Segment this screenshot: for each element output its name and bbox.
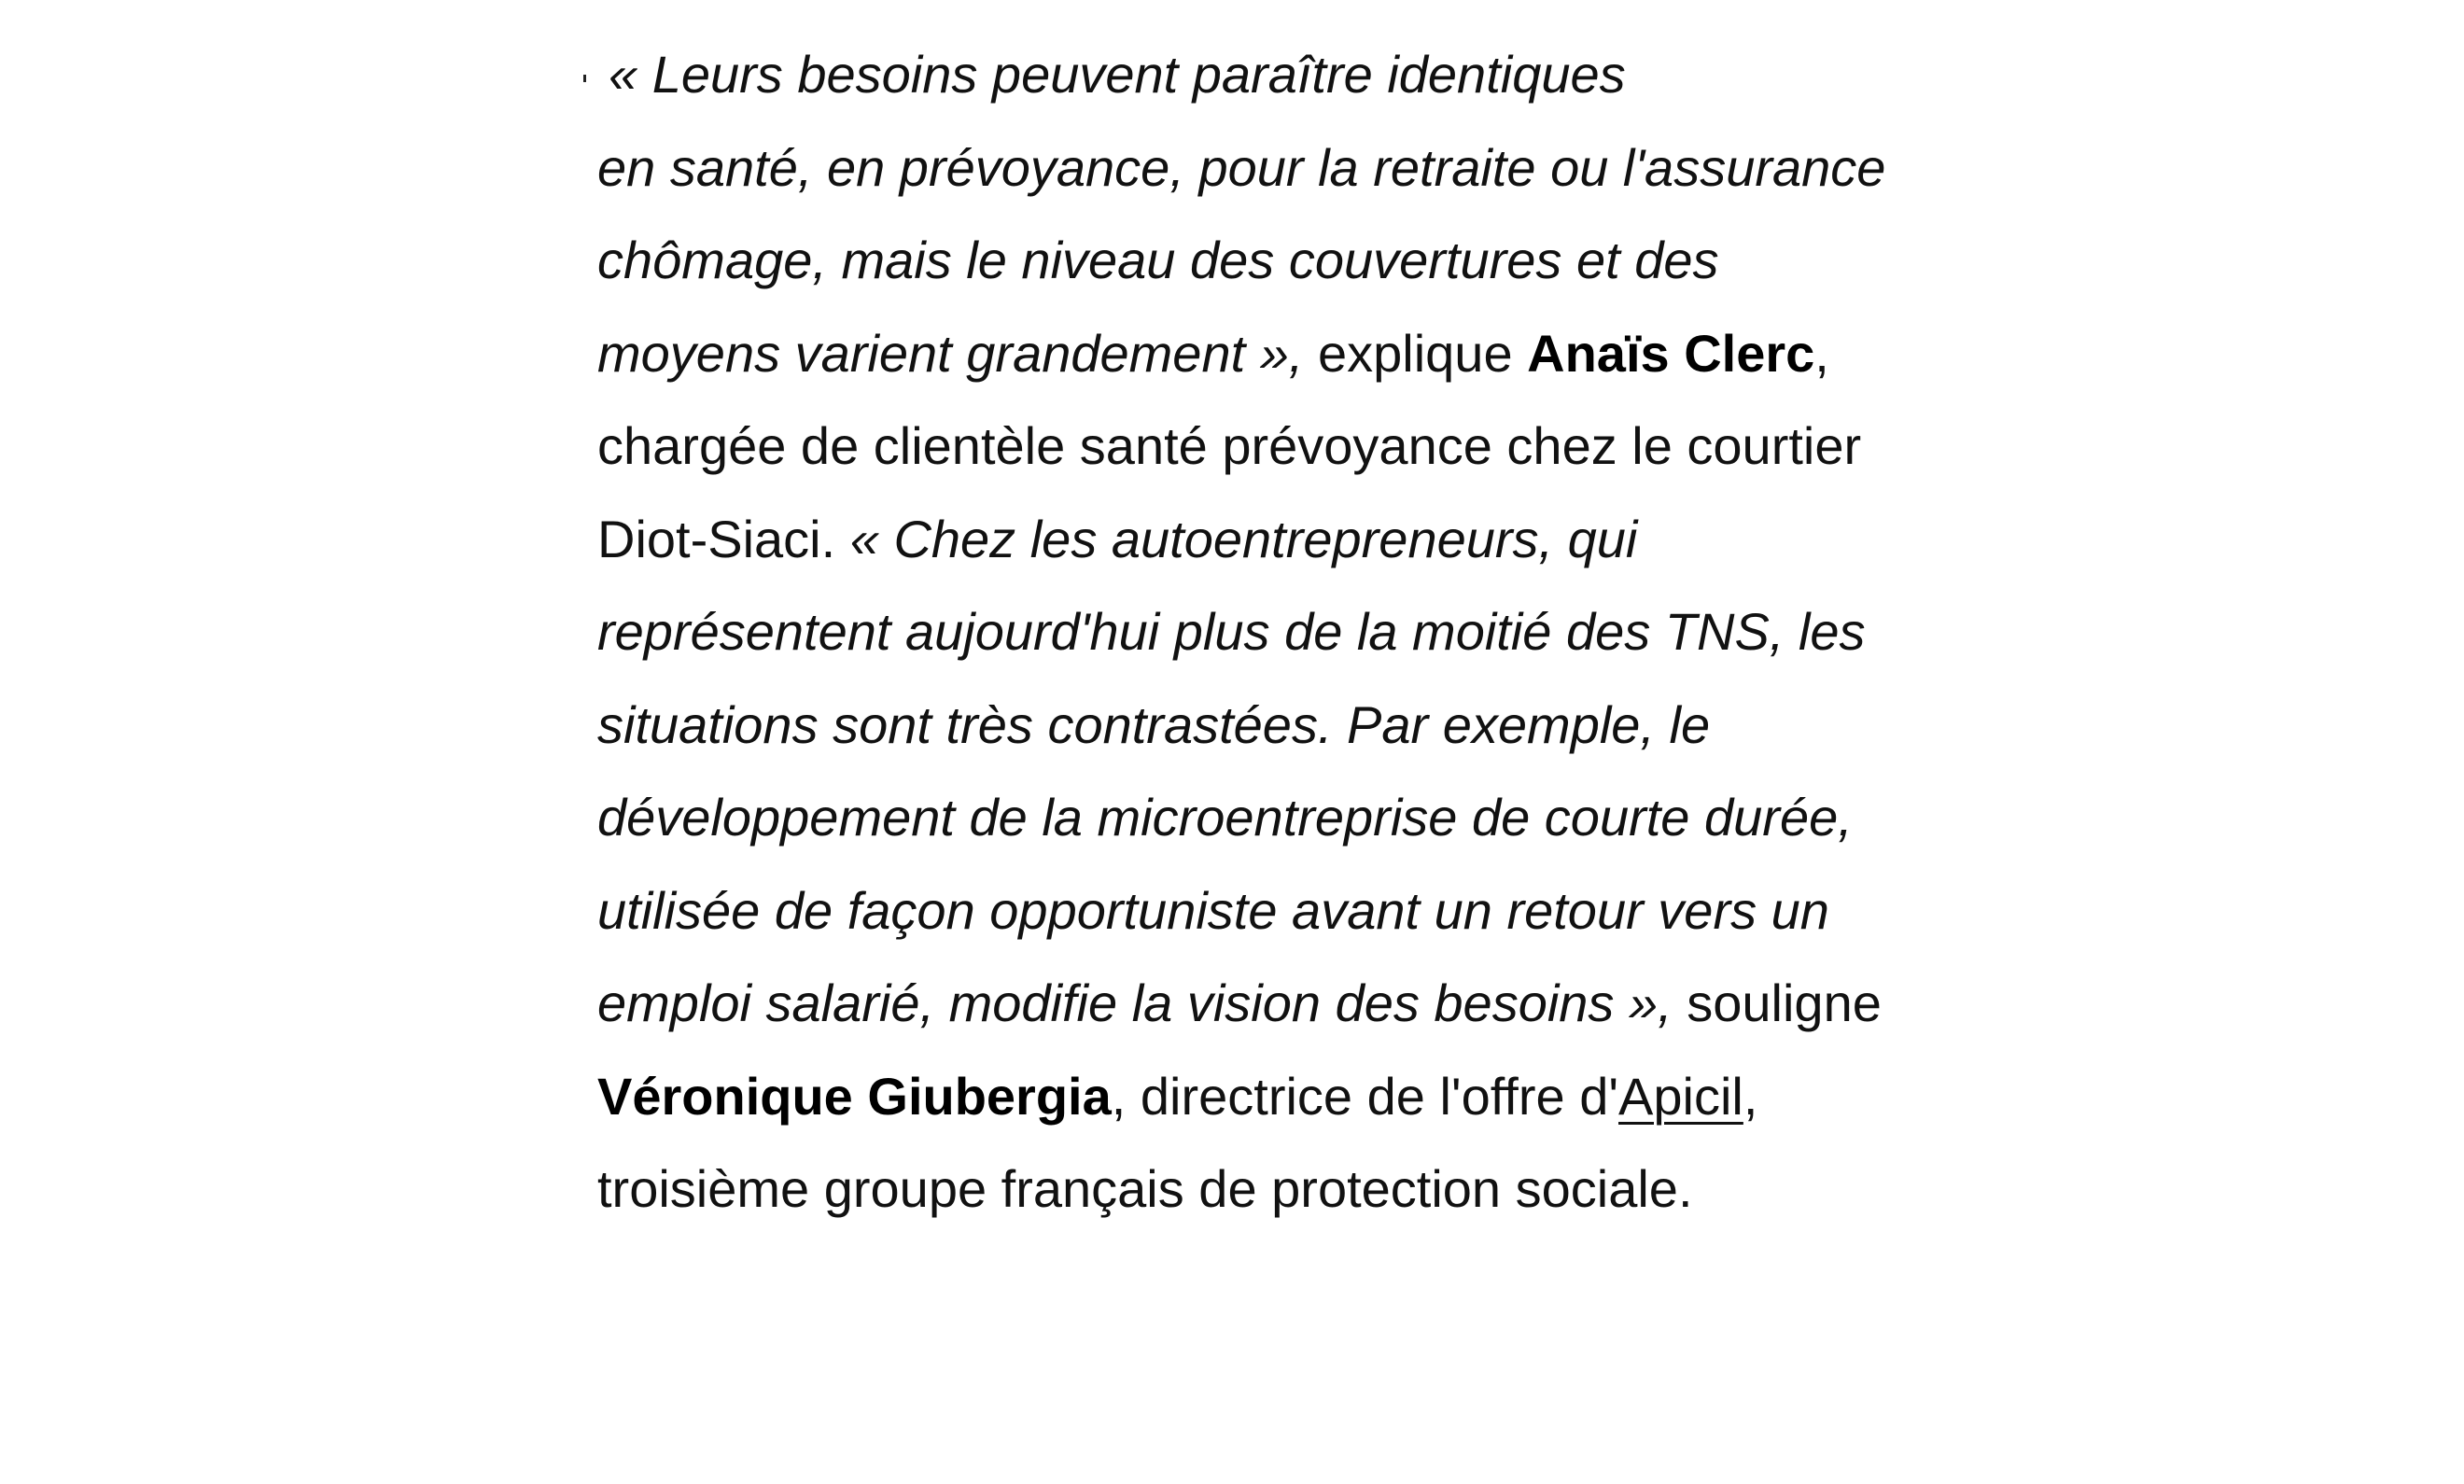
paragraph-line <box>597 864 2053 958</box>
quote-text: situations sont très contrastées. Par exemple, le <box>597 694 1711 754</box>
paragraph-line <box>597 28 2053 121</box>
body-text: explique <box>1303 323 1528 383</box>
article-paragraph <box>597 28 2053 1236</box>
paragraph-line <box>597 307 2053 400</box>
body-text: , <box>1814 323 1829 383</box>
paragraph-line <box>597 679 2053 772</box>
apicil-link[interactable]: Apicil <box>1618 1066 1743 1126</box>
paragraph-line <box>597 1050 2053 1143</box>
quote-text: chômage, mais le niveau des couvertures et des <box>597 231 1719 289</box>
paragraph-line <box>597 121 2053 215</box>
paragraph-line <box>597 399 2053 493</box>
quote-text: en santé, en prévoyance, pour la retraite ou l'assurance <box>597 137 1886 197</box>
person-name-veronique-giubergia: Véronique Giubergia <box>597 1066 1112 1126</box>
paragraph-line <box>597 493 2053 586</box>
quote-text: utilisée de façon opportuniste avant un retour vers un <box>597 880 1829 940</box>
body-text: souligne <box>1672 973 1882 1032</box>
quote-text: emploi salarié, modifie la vision des besoins », <box>597 973 1673 1032</box>
person-name-anais-clerc: Anaïs Clerc <box>1527 323 1815 383</box>
quote-text: « Leurs besoins peuvent paraître identiques <box>609 45 1626 104</box>
paragraph-line <box>597 771 2053 864</box>
stray-mark <box>583 75 586 82</box>
body-text: , directrice de l'offre d' <box>1111 1066 1619 1126</box>
quote-text: moyens varient grandement », <box>597 323 1304 383</box>
quote-text: « Chez les autoentrepreneurs, qui <box>849 509 1638 568</box>
body-text: troisième groupe français de protection sociale. <box>597 1159 1693 1218</box>
quote-text: développement de la microentreprise de courte durée, <box>597 788 1853 847</box>
body-text: Diot-Siaci. <box>597 509 850 568</box>
body-text: chargée de clientèle santé prévoyance chez le courtier <box>597 416 1862 475</box>
paragraph-line <box>597 214 2053 307</box>
quote-text: représentent aujourd'hui plus de la moitié des TNS, les <box>597 602 1866 661</box>
body-text: , <box>1743 1066 1758 1126</box>
paragraph-line <box>597 957 2053 1050</box>
paragraph-line <box>597 585 2053 679</box>
paragraph-line <box>597 1142 2053 1236</box>
